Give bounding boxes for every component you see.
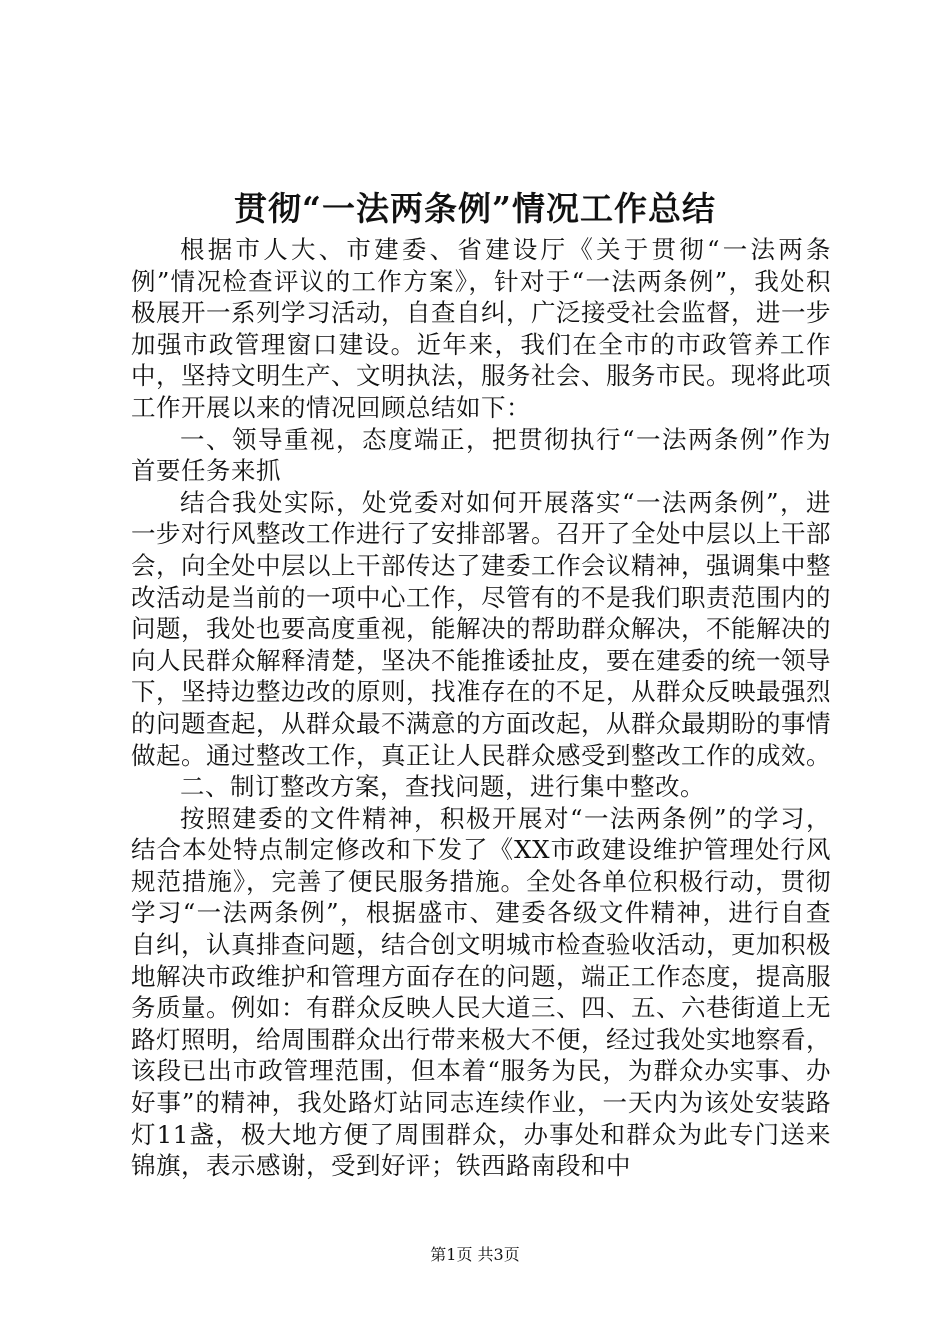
document-title: 贯彻“一法两条例”情况工作总结	[234, 189, 716, 228]
paragraph-section-2: 按照建委的文件精神，积极开展对“一法两条例”的学习，结合本处特点制定修改和下发了《XX市政建设维护管理处行风规范措施》，完善了便民服务措施。全处各单位积极行动，贯彻学习“一法两条例”，根据盛市、建委各级文件精神，进行自查自纠，认真排查问题，结合创文明城市检查验收活动，更加积极地解决市政维护和管理方面存在的问题，端正工作态度，提高服务质量。例如：有群众反映人民大道三、四、五、六巷街道上无路灯照明，给周围群众出行带来极大不便，经过我处实地察看，该段已出市政管理范围，但本着“服务为民，为群众办实事、办好事”的精神，我处路灯站同志连续作业，一天内为该处安装路灯11盏，极大地方便了周围群众，办事处和群众为此专门送来锦旗，表示感谢，受到好评；铁西路南段和中	[131, 803, 831, 1181]
section-heading-2: 二、制订整改方案，查找问题，进行集中整改。	[180, 772, 705, 802]
paragraph-section-1: 结合我处实际，处党委对如何开展落实“一法两条例”，进一步对行风整改工作进行了安排部署。召开了全处中层以上干部会，向全处中层以上干部传达了建委工作会议精神，强调集中整改活动是当前的一项中心工作，尽管有的不是我们职责范围内的问题，我处也要高度重视，能解决的帮助群众解决，不能解决的向人民群众解释清楚，坚决不能推诿扯皮，要在建委的统一领导下，坚持边整边改的原则，找准存在的不足，从群众反映最强烈的问题查起，从群众最不满意的方面改起，从群众最期盼的事情做起。通过整改工作，真正让人民群众感受到整改工作的成效。	[131, 487, 831, 770]
page-footer: 第1页 共3页	[430, 1245, 520, 1264]
document-body	[131, 234, 831, 1182]
paragraph-intro: 根据市人大、市建委、省建设厅《关于贯彻“一法两条例”情况检查评议的工作方案》，针对于“一法两条例”，我处积极展开一系列学习活动，自查自纠，广泛接受社会监督，进一步加强市政管理窗口建设。近年来，我们在全市的市政管养工作中，坚持文明生产、文明执法，服务社会、服务市民。现将此项工作开展以来的情况回顾总结如下：	[131, 235, 831, 422]
section-heading-1: 一、领导重视，态度端正，把贯彻执行“一法两条例”作为首要任务来抓	[131, 424, 831, 486]
